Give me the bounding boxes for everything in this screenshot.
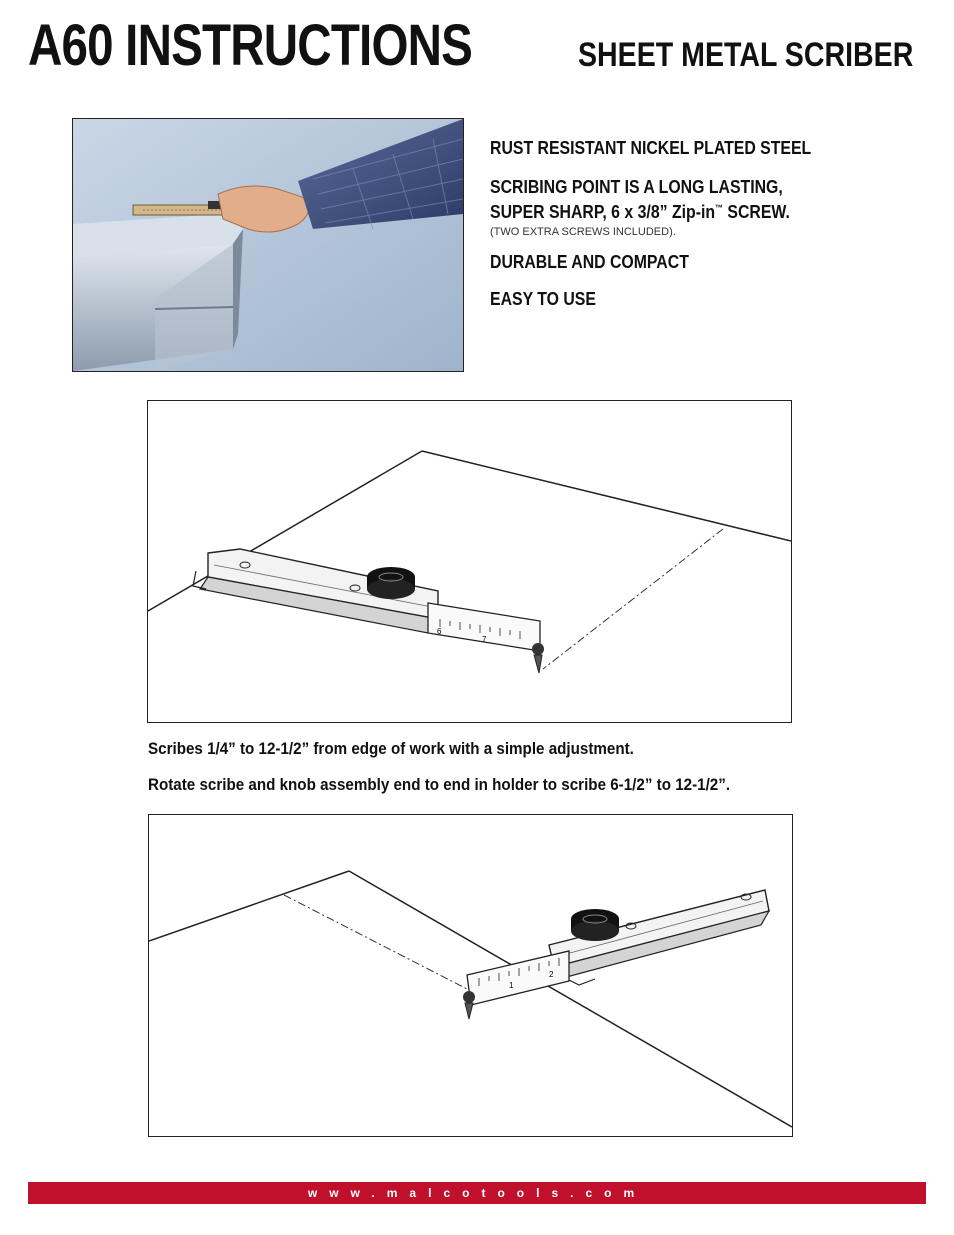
page-subtitle: SHEET METAL SCRIBER (578, 36, 914, 74)
feature-note-extra-screws: (TWO EXTRA SCREWS INCLUDED). (490, 226, 676, 238)
ruler-label-7: 7 (482, 635, 487, 644)
footer-url-bar: www.malcotools.com (28, 1182, 926, 1204)
feature-item-durable: DURABLE AND COMPACT (490, 252, 689, 272)
feature-item-scribing-point-text: SUPER SHARP, 6 x 3/8” Zip-in (490, 202, 716, 222)
page-title: A60 INSTRUCTIONS (28, 13, 473, 78)
diagram-figure-1 (147, 400, 792, 723)
caption-line-1: Scribes 1/4” to 12-1/2” from edge of work with a simple adjustment. (148, 740, 634, 758)
diagram-figure-2 (148, 814, 793, 1137)
feature-item-scribing-point-line2 (490, 198, 877, 223)
feature-item-scribing-point-end: SCREW. (722, 202, 790, 222)
caption-line-2: Rotate scribe and knob assembly end to end in holder to scribe 6-1/2” to 12-1/2”. (148, 776, 731, 794)
product-photo (72, 118, 464, 372)
feature-list (490, 138, 930, 310)
ruler-label-2: 2 (549, 970, 554, 979)
ruler-label-6: 6 (437, 627, 442, 636)
feature-item-easy-to-use: EASY TO USE (490, 289, 596, 309)
feature-item-scribing-point-line1: SCRIBING POINT IS A LONG LASTING, (490, 177, 783, 197)
ruler-label-1: 1 (509, 981, 514, 990)
feature-item-rust-resistant: RUST RESISTANT NICKEL PLATED STEEL (490, 138, 812, 158)
trademark-symbol: ™ (715, 203, 723, 213)
